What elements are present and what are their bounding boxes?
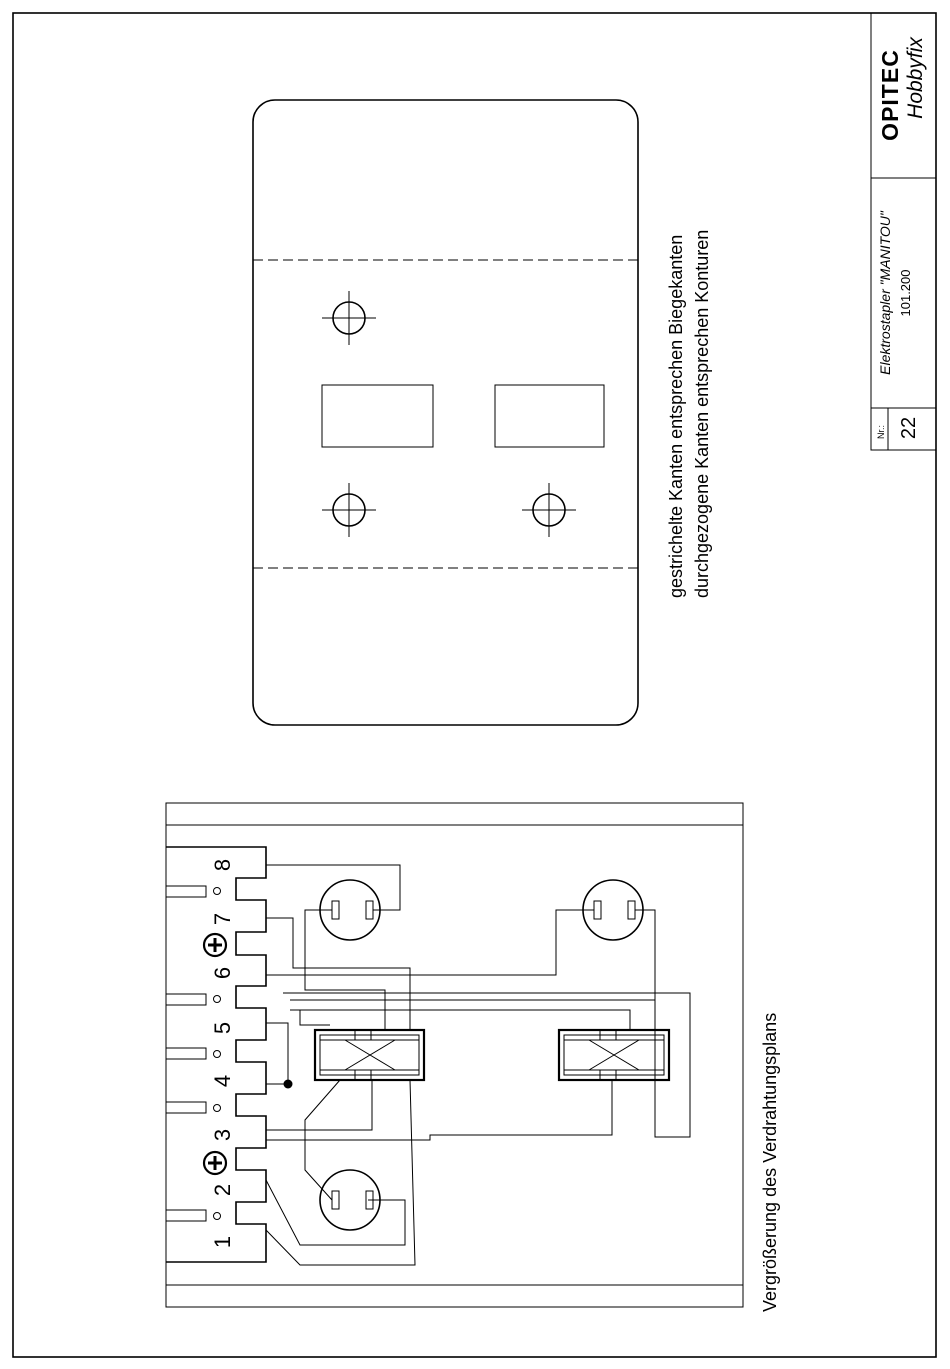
bending-template (253, 100, 712, 725)
terminal-label: 1 (210, 1235, 235, 1249)
drill-hole (322, 291, 376, 345)
sheet-border (13, 13, 936, 1357)
terminal-label: 2 (210, 1183, 235, 1197)
title-block (871, 13, 936, 450)
terminal-label: 3 (210, 1128, 235, 1142)
template-outline (253, 100, 638, 725)
brand-script-logo: Hobbyfix (904, 37, 927, 119)
wires (266, 865, 690, 1265)
screw-icon (204, 934, 226, 956)
sheet-number: 22 (898, 416, 920, 440)
terminal-label: 5 (210, 1021, 235, 1035)
nr-label: Nr.: (876, 424, 886, 440)
note-solid-edges: durchgezogene Kanten entsprechen Konturen (692, 229, 712, 598)
brand-logo: OPITEC (877, 49, 903, 141)
terminal-strip (166, 847, 266, 1262)
terminal-slots (166, 886, 206, 1221)
drill-hole (322, 483, 376, 537)
screw-icon (204, 1152, 226, 1174)
wire-junction (284, 1080, 293, 1089)
terminal-label: 7 (210, 912, 235, 926)
terminal-label: 8 (210, 858, 235, 872)
switch-icon (315, 1030, 424, 1080)
cutout-rectangle (495, 385, 604, 447)
drill-hole (522, 483, 576, 537)
wiring-caption: Vergrößerung des Verdrahtungsplans (760, 1012, 780, 1312)
cutout-rectangle (322, 385, 433, 447)
wiring-diagram (166, 803, 780, 1312)
note-dashed-edges: gestrichelte Kanten entsprechen Biegekanten (666, 234, 686, 598)
article-number: 101.200 (898, 269, 913, 317)
switch-icon (559, 1030, 669, 1080)
terminal-label: 4 (210, 1074, 235, 1088)
terminal-label: 6 (210, 966, 235, 980)
title-text: Elektrostapler "MANITOU" (877, 211, 893, 375)
